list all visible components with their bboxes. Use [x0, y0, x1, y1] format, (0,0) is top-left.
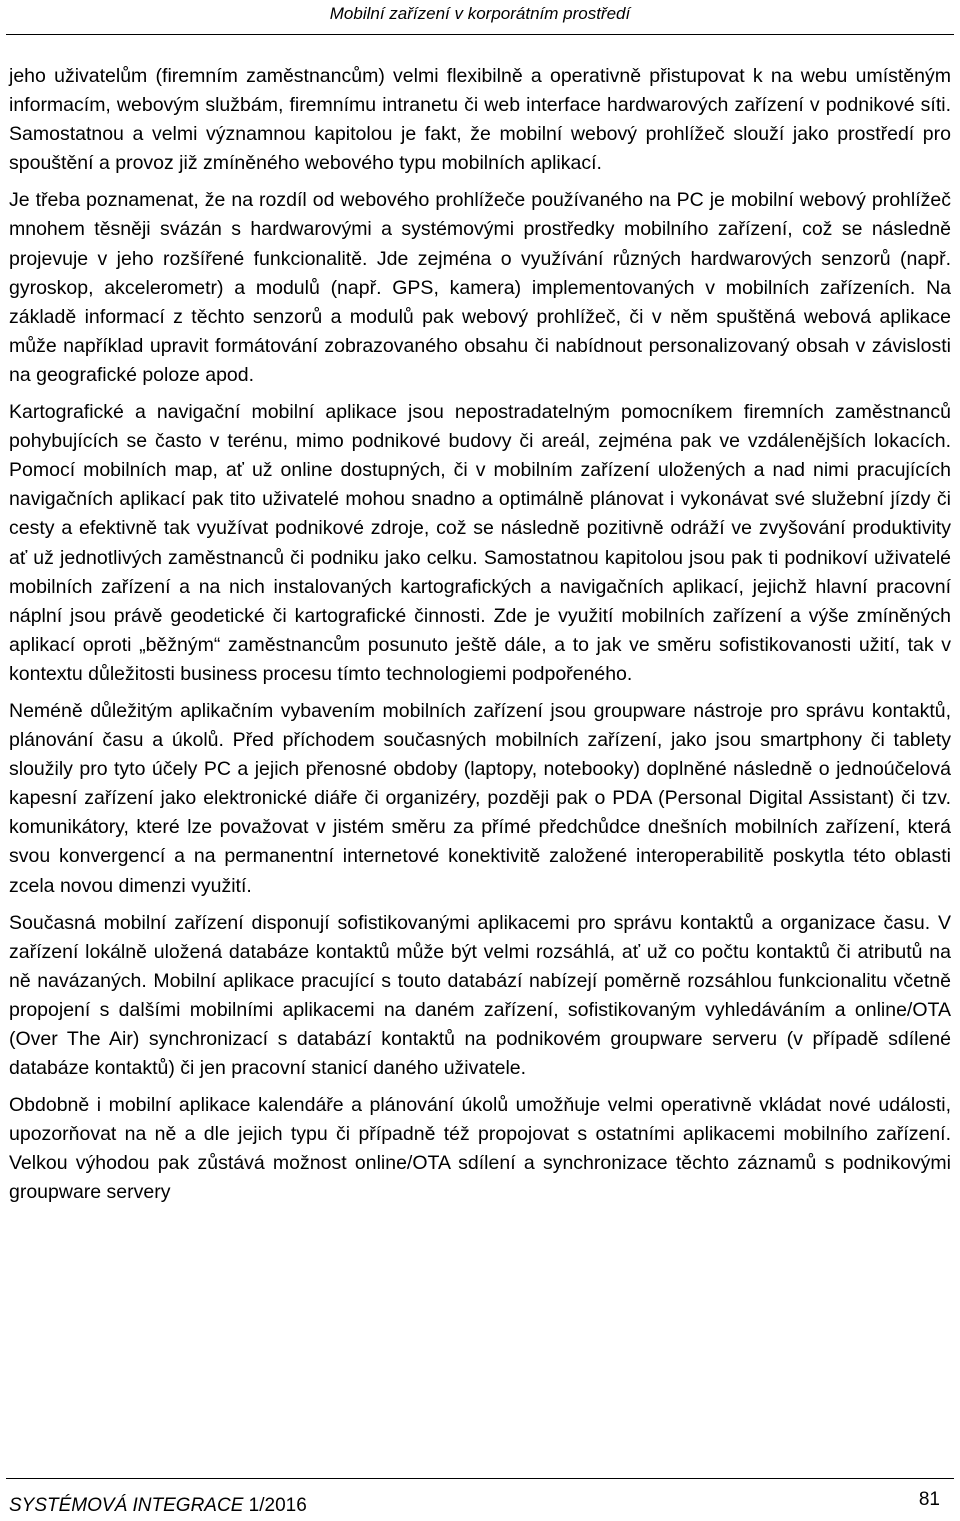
journal-issue: 1/2016: [248, 1495, 307, 1516]
article-body: [9, 62, 951, 1216]
page-number: 81: [918, 1489, 940, 1510]
footer-divider: [6, 1478, 954, 1479]
running-header-title: Mobilní zařízení v korporátním prostředí: [329, 4, 631, 23]
paragraph: Obdobně i mobilní aplikace kalendáře a plánování úkolů umožňuje velmi operativně vkládat nové události, upozorňovat na ně a dle jejich typu či případně též propojovat s ostatními aplikacemi mobilního zařízení. Velkou výhodou pak zůstává možnost online/OTA sdílení a synchronizace těchto záznamů s podnikovými groupware servery: [9, 1094, 951, 1204]
paragraph: Současná mobilní zařízení disponují sofistikovanými aplikacemi pro správu kontaktů a organizace času. V zařízení lokálně uložená databáze kontaktů může být velmi rozsáhlá, ať už co počtu kontaktů či atributů na ně navázaných. Mobilní aplikace pracující s touto databází nabízejí poměrně rozsáhlou funkcionalitu včetně propojení s dalšími mobilními aplikacemi na daném zařízení, sofistikovaným vyhledáváním a online/OTA (Over The Air) synchronizací s databází kontaktů na podnikovém groupware serveru (v případě sdílené databáze kontaktů) či jen pracovní stanicí daného uživatele.: [9, 911, 951, 1080]
paragraph: Neméně důležitým aplikačním vybavením mobilních zařízení jsou groupware nástroje pro správu kontaktů, plánování času a úkolů. Před příchodem současných mobilních zařízení, jako jsou smartphony či tablety sloužily pro tyto účely PC a jejich přenosné obdoby (laptopy, notebooky) doplněné následně o jednoúčelová kapesní zařízení jako elektronické diáře či organizéry, později pak o PDA (Personal Digital Assistant) či tzv. komunikátory, které lze považovat v jistém směru za přímé předchůdce dnešních mobilních zařízení, která svou konvergencí a na permanentní internetové konektivitě založené interoperabilitě poskytla této oblasti zcela novou dimenzi využití.: [9, 699, 951, 897]
paragraph: Kartografické a navigační mobilní aplikace jsou nepostradatelným pomocníkem firemních zaměstnanců pohybujících se často v terénu, mimo podnikové budovy či areál, zejména pak ve vzdálenějších lokacích. Pomocí mobilních map, ať už online dostupných, či v mobilním zařízení uložených a nad nimi pracujících navigačních aplikací pak tito uživatelé mohou snadno a optimálně plánovat i vykonávat své služební jízdy či cesty a efektivně tak využívat podnikové zdroje, což se následně pozitivně odráží ve zvyšování produktivity ať už jednotlivých zaměstnanců či podniku jako celku. Samostatnou kapitolou jsou pak ti podnikoví uživatelé mobilních zařízení a na nich instalovaných kartografických a navigačních aplikací, jejichž hlavní pracovní náplní jsou právě geodetické či kartografické činnosti. Zde je využití mobilních zařízení a výše zmíněných aplikací oproti „běžným“ zaměstnancům posunuto ještě dále, a to jak ve směru sofistikovanosti užití, tak v kontextu důležitosti business procesu tímto technologiemi podpořeného.: [9, 401, 951, 685]
paragraph: Je třeba poznamenat, že na rozdíl od webového prohlížeče používaného na PC je mobilní webový prohlížeč mnohem těsněji svázán s hardwarovými a systémovými prostředky mobilního zařízení, což se následně projevuje v jeho rozšířené funkcionalitě. Jde zejména o využívání různých hardwarových senzorů (např. gyroskop, akcelerometr) a modulů (např. GPS, kamera) implementovaných v mobilních zařízeních. Na základě informací z těchto senzorů a modulů pak webový prohlížeč, či v něm spuštěná webová aplikace může například upravit formátování zobrazovaného obsahu či nabídnout personalizovaný obsah v závislosti na geografické poloze apod.: [9, 189, 951, 386]
footer-journal: [9, 1494, 307, 1518]
header-divider: [6, 34, 954, 35]
journal-name: SYSTÉMOVÁ INTEGRACE: [9, 1495, 244, 1516]
paragraph: jeho uživatelům (firemním zaměstnancům) velmi flexibilně a operativně přistupovat k na webu umístěným informacím, webovým službám, firemnímu intranetu či web interface hardwarových zařízení v podnikové síti. Samostatnou a velmi významnou kapitolou je fakt, že mobilní webový prohlížeč slouží jako prostředí pro spouštění a provoz již zmíněného webového typu mobilních aplikací.: [9, 65, 951, 175]
